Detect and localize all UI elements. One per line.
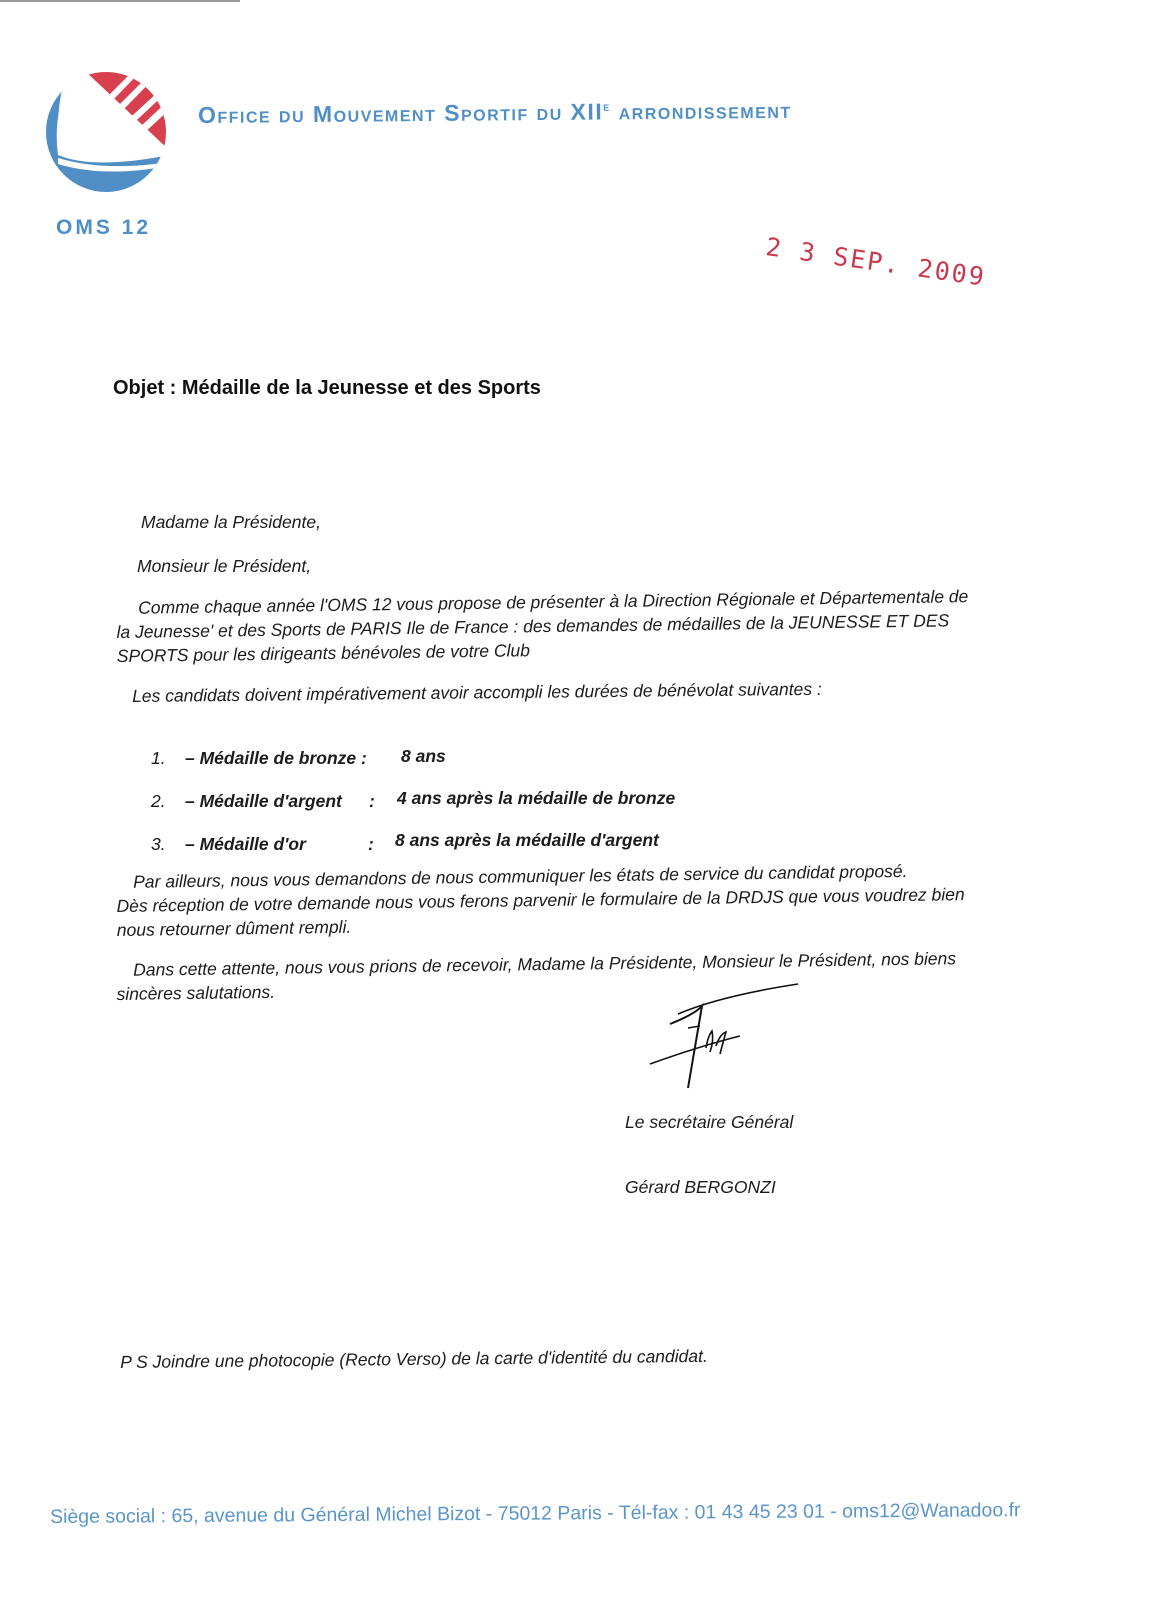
intro-paragraph xyxy=(116,583,1052,668)
medal-duration: 4 ans après la médaille de bronze xyxy=(397,788,676,808)
salutation-madame: Madame la Présidente, xyxy=(141,512,321,532)
medal-label: – Médaille d'argent xyxy=(185,791,342,811)
medal-label: – Médaille d'or xyxy=(185,834,306,854)
requirements-intro: Les candidats doivent impérativement avoir accompli les durées de bénévolat suivantes : xyxy=(132,678,822,706)
moreover-line: nous retourner dûment rempli. xyxy=(116,916,352,940)
postscript: P S Joindre une photocopie (Recto Verso) de la carte d'identité du candidat. xyxy=(120,1345,708,1372)
moreover-line: Dès réception de votre demande nous vous ferons parvenir le formulaire de la DRDJS que vous voudrez bien xyxy=(116,884,965,916)
moreover-line: Par ailleurs, nous vous demandons de nous communiquer les états de service du candidat proposé. xyxy=(133,860,908,892)
medal-colon: : xyxy=(369,791,375,811)
intro-line: SPORTS pour les dirigeants bénévoles de votre Club xyxy=(116,640,531,666)
scan-edge-line xyxy=(0,0,240,2)
closing-line: sincères salutations. xyxy=(116,981,276,1004)
organization-title: Office du Mouvement Sportif du XIIe arrondissement xyxy=(197,96,792,128)
medal-number: 2. xyxy=(151,791,166,811)
closing-line: Dans cette attente, nous vous prions de recevoir, Madame la Présidente, Monsieur le Président, nos biens xyxy=(133,948,957,980)
handwritten-signature xyxy=(640,976,810,1091)
signer-name: Gérard BERGONZI xyxy=(625,1177,776,1197)
medal-number: 1. xyxy=(151,748,166,768)
organization-acronym: OMS 12 xyxy=(56,216,152,239)
intro-line: Comme chaque année l'OMS 12 vous propose de présenter à la Direction Régionale et Départementale de xyxy=(138,586,969,618)
footer-address: Siège social : 65, avenue du Général Michel Bizot - 75012 Paris - Tél-fax : 01 43 45 23 01 - oms12@Wanadoo.fr xyxy=(50,1499,1021,1528)
intro-line: la Jeunesse' et des Sports de PARIS Ile de France : des demandes de médailles de la JEUNESSE ET DES xyxy=(116,610,950,642)
letter-subject: Objet : Médaille de la Jeunesse et des Sports xyxy=(113,377,541,399)
medal-number: 3. xyxy=(151,834,166,854)
signer-role: Le secrétaire Général xyxy=(625,1112,794,1132)
medal-colon: : xyxy=(368,834,374,854)
moreover-paragraph xyxy=(116,857,1052,942)
medal-label: – Médaille de bronze : xyxy=(185,748,367,768)
oms12-logo-icon xyxy=(44,70,169,192)
medal-duration: 8 ans xyxy=(401,746,446,766)
date-stamp: 2 3 SEP. 2009 xyxy=(763,232,988,292)
salutation-monsieur: Monsieur le Président, xyxy=(137,556,312,576)
medal-duration: 8 ans après la médaille d'argent xyxy=(395,830,659,850)
closing-paragraph xyxy=(116,945,1052,1006)
